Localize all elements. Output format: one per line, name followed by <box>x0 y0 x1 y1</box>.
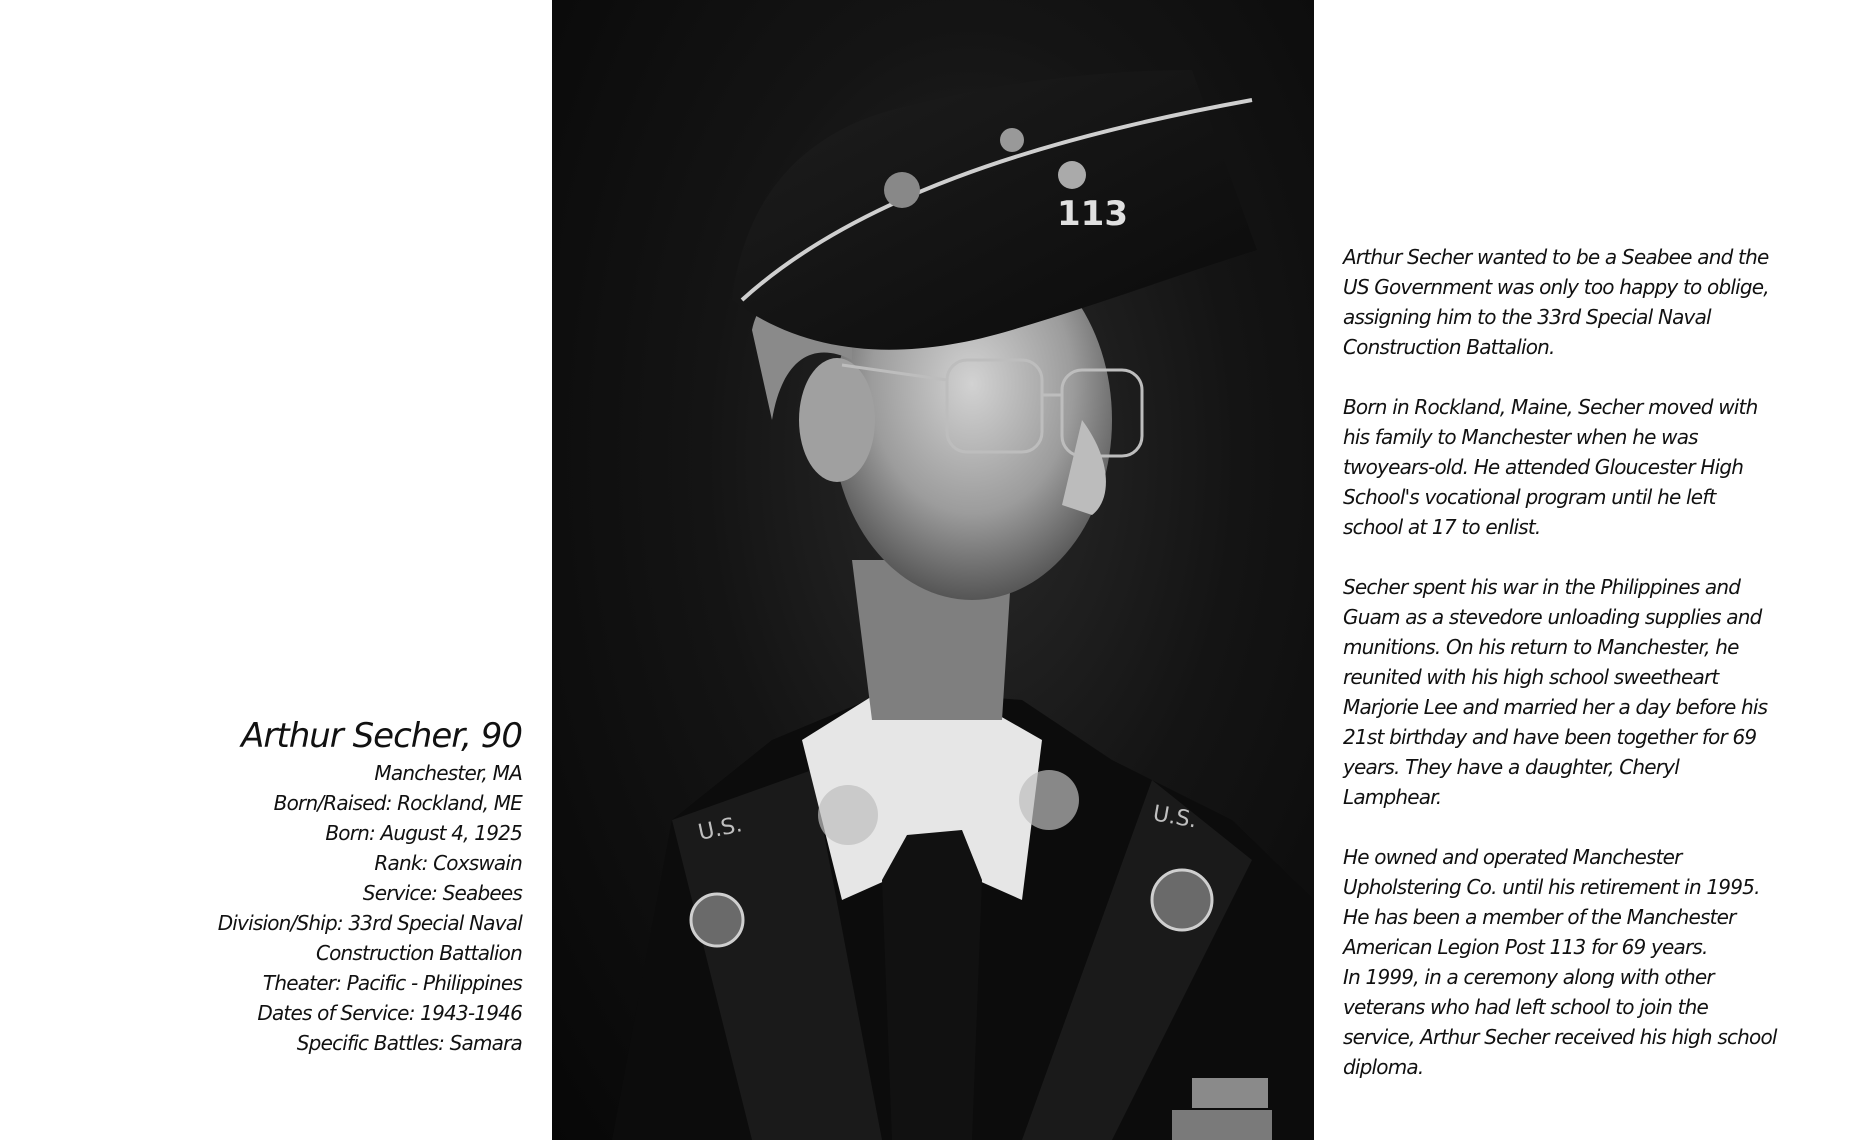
detail-born-raised: Born/Raised: Rockland, ME <box>273 791 522 815</box>
detail-location: Manchester, MA <box>374 761 522 785</box>
detail-service: Service: Seabees <box>362 881 522 905</box>
detail-dates: Dates of Service: 1943-1946 <box>257 1001 522 1025</box>
collar-insignia-left: U.S. <box>696 812 745 846</box>
lapel-pin-right <box>1152 870 1212 930</box>
garrison-cap <box>732 70 1257 350</box>
bio-paragraph: Arthur Secher wanted to be a Seabee and the US Government was only too happy to oblige, assigning him to the 33rd Special Naval Construction Battalion. <box>1343 245 1769 359</box>
bio-paragraph: In 1999, in a ceremony along with other veterans who had left school to join the service, Arthur Secher received his high school diploma. <box>1343 965 1777 1079</box>
subject-name: Arthur Secher, 90 <box>241 716 522 756</box>
detail-division-cont: Construction Battalion <box>315 941 522 965</box>
cap-pin-2 <box>1000 128 1024 152</box>
collar-insignia-right: U.S. <box>1150 801 1199 834</box>
subject-caption <box>140 716 522 1058</box>
lapel-pin-left <box>691 894 743 946</box>
detail-theater: Theater: Pacific - Philippines <box>262 971 522 995</box>
cap-number: 113 <box>1057 194 1128 234</box>
veteran-portrait <box>552 0 1314 1140</box>
detail-born-date: Born: August 4, 1925 <box>325 821 522 845</box>
ear <box>799 358 875 482</box>
cap-pin-1 <box>884 172 920 208</box>
detail-rank: Rank: Coxswain <box>374 851 522 875</box>
collar-disk-left <box>818 785 878 845</box>
ribbon-bar-2 <box>1172 1110 1272 1140</box>
portrait-illustration <box>552 0 1314 1140</box>
bio-text <box>1343 242 1779 1112</box>
ribbon-bar-1 <box>1192 1078 1268 1108</box>
bio-paragraph: He owned and operated Manchester Upholstering Co. until his retirement in 1995. He has been a member of the Manchester American Legion Post 113 for 69 years. <box>1343 845 1760 959</box>
collar-disk-right <box>1019 770 1079 830</box>
detail-division: Division/Ship: 33rd Special Naval <box>217 911 522 935</box>
bio-paragraph: Born in Rockland, Maine, Secher moved with his family to Manchester when he was twoyears-old. He attended Gloucester High School's vocational program until he left school at 17 to enlist. <box>1343 395 1758 539</box>
bio-paragraph: Secher spent his war in the Philippines and Guam as a stevedore unloading supplies and munitions. On his return to Manchester, he reunited with his high school sweetheart Marjorie Lee and married her a day before his 21st birthday and have been together for 69 years. They have a daughter, Cheryl Lamphear. <box>1343 575 1768 809</box>
detail-battles: Specific Battles: Samara <box>296 1031 522 1055</box>
tie <box>882 830 982 1140</box>
cap-pin-3 <box>1058 161 1086 189</box>
